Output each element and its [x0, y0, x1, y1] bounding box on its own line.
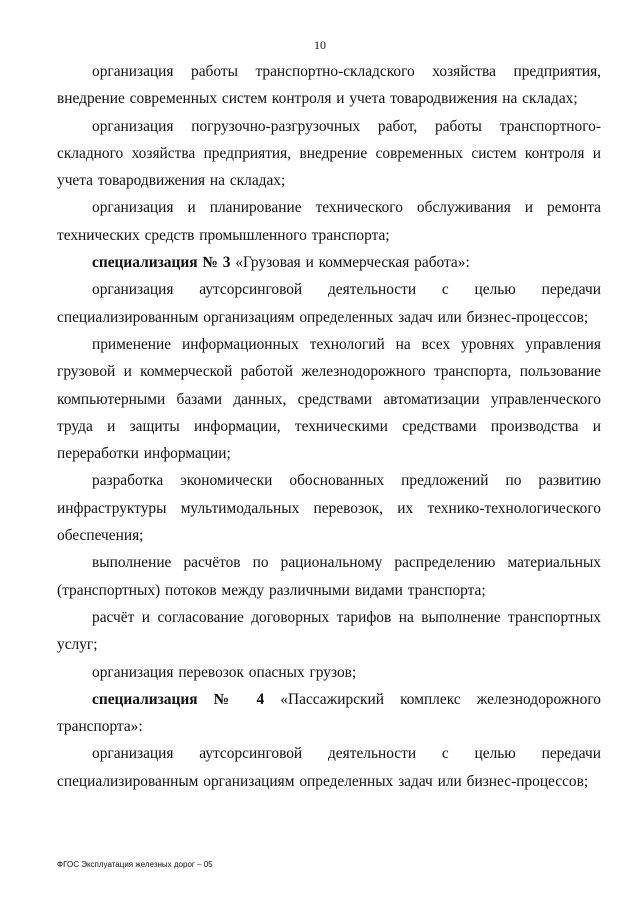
document-footer: ФГОС Эксплуатация железных дорог – 05	[57, 860, 213, 869]
paragraph-8	[57, 549, 601, 604]
paragraph-3	[57, 194, 601, 249]
document-body	[57, 58, 601, 795]
paragraph-5-text: организация аутсорсинговой деятельности с целью передачи специализированным организациям определенных задач или бизнес-процессов;	[57, 281, 601, 326]
paragraph-2-text: организация погрузочно-разгрузочных работ, работы транспортного-складного хозяйства предприятия, внедрение современных систем контроля и учета товародвижения на складах;	[57, 117, 601, 190]
paragraph-10-text: организация перевозок опасных грузов;	[92, 663, 357, 681]
paragraph-7	[57, 467, 601, 549]
page-number: 10	[314, 38, 326, 52]
paragraph-9	[57, 604, 601, 659]
paragraph-12	[57, 740, 601, 795]
specialization-4-title: «Пассажирский комплекс железнодорожного транспорта»:	[57, 690, 601, 736]
paragraph-7-text: разработка экономически обоснованных предложений по развитию инфраструктуры мультимодальных перевозок, их технико-технологического обеспечения;	[57, 472, 601, 545]
paragraph-1	[57, 58, 601, 113]
paragraph-6-text: применение информационных технологий на всех уровнях управления грузовой и коммерческой работой железнодорожного транспорта, пользование компьютерными базами данных, средствами автоматизации управленческого труда и защиты информации, техническими средствами производства и переработки информации;	[57, 335, 601, 463]
paragraph-9-text: расчёт и согласование договорных тарифов на выполнение транспортных услуг;	[57, 608, 601, 654]
paragraph-10	[57, 659, 601, 686]
paragraph-2	[57, 113, 601, 195]
paragraph-3-text: организация и планирование технического обслуживания и ремонта технических средств промышленного транспорта;	[57, 199, 601, 244]
specialization-3-label: специализация № 3	[92, 254, 231, 272]
specialization-4-label: специализация № 4	[92, 690, 265, 708]
paragraph-12-text: организация аутсорсинговой деятельности с целью передачи специализированным организациям определенных задач или бизнес-процессов;	[57, 745, 601, 790]
paragraph-8-text: выполнение расчётов по рациональному распределению материальных (транспортных) потоков между различными видами транспорта;	[57, 554, 601, 599]
paragraph-6	[57, 331, 601, 467]
specialization-4-heading	[57, 686, 601, 741]
specialization-3-heading	[57, 249, 601, 276]
specialization-3-title: «Грузовая и коммерческая работа»:	[230, 254, 470, 272]
paragraph-5	[57, 276, 601, 331]
paragraph-1-text: организация работы транспортно-складского хозяйства предприятия, внедрение современных систем контроля и учета товародвижения на складах;	[57, 63, 601, 108]
